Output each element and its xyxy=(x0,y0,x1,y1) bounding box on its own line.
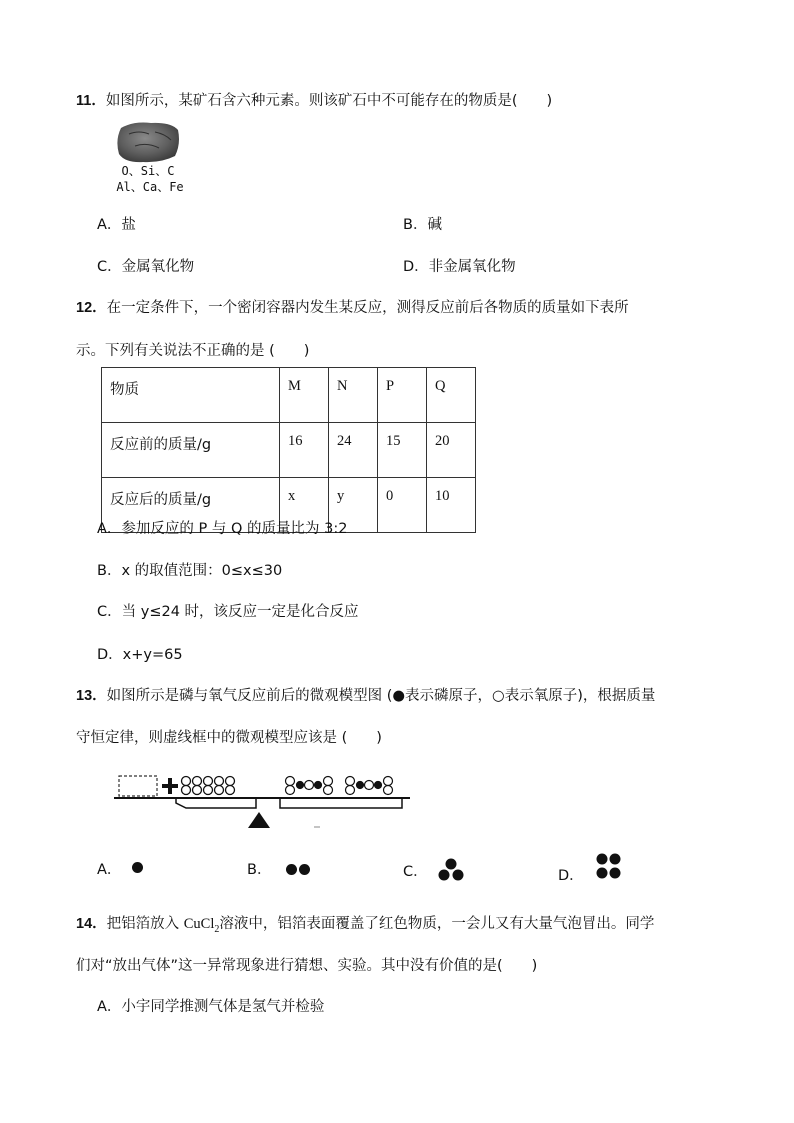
q14-stem-line2: 们对“放出气体”这一异常现象进行猜想、实验。其中没有价值的是( ) xyxy=(76,958,538,974)
option-text: 碱 xyxy=(427,217,442,233)
fulcrum-icon xyxy=(248,812,270,828)
option-label: A． xyxy=(97,862,122,878)
table-header-cell: N xyxy=(329,368,378,423)
q11-option-c[interactable] xyxy=(97,255,194,276)
phosphorus-atom-icon xyxy=(299,864,310,875)
table-header-cell: Q xyxy=(427,368,476,423)
ore-figure xyxy=(112,120,192,200)
table-cell: 24 xyxy=(329,423,378,478)
left-pan xyxy=(176,798,256,808)
option-text: 小宇同学推测气体是氢气并检验 xyxy=(121,999,325,1015)
option-label: C． xyxy=(97,604,122,620)
table-cell: 0 xyxy=(378,478,427,533)
option-label: A． xyxy=(97,521,122,537)
cucl2-formula xyxy=(183,916,220,935)
option-text: 参加反应的 P 与 Q 的质量比为 3:2 xyxy=(121,521,348,537)
q14-text: 把铝箔放入 xyxy=(106,916,184,932)
table-cell: 15 xyxy=(378,423,427,478)
q14-number: 14． xyxy=(76,916,107,932)
q11-option-a[interactable] xyxy=(97,213,136,234)
q12-option-d[interactable] xyxy=(97,643,183,664)
q13-option-d[interactable] xyxy=(558,852,624,882)
dashed-box xyxy=(119,776,157,796)
oxygen-molecules xyxy=(182,777,235,795)
ore-elements-line1: O、Si、C xyxy=(121,164,175,178)
q11-stem xyxy=(76,89,552,110)
table-cell: x xyxy=(280,478,329,533)
table-cell: y xyxy=(329,478,378,533)
option-label: C． xyxy=(403,864,428,880)
phosphorus-atom-icon xyxy=(132,862,143,873)
table-cell: 反应前的质量/g xyxy=(102,423,280,478)
table-header-row xyxy=(102,368,476,423)
option-text: 金属氧化物 xyxy=(121,259,195,275)
plus-icon xyxy=(162,778,178,794)
option-text: x 的取值范围：0≤x≤30 xyxy=(121,563,283,579)
q12-number: 12． xyxy=(76,300,107,316)
p2o5-molecule xyxy=(286,777,333,795)
q13-option-c[interactable] xyxy=(403,858,466,882)
table-cell: 16 xyxy=(280,423,329,478)
option-label: B． xyxy=(403,217,428,233)
option-label: B． xyxy=(247,862,272,878)
q12-option-c[interactable] xyxy=(97,600,359,621)
q13-stem-line1 xyxy=(76,684,655,705)
option-label: D． xyxy=(97,647,123,663)
q12-option-a[interactable] xyxy=(97,517,347,538)
table-cell: 反应后的质量/g xyxy=(102,478,280,533)
option-text: 非金属氧化物 xyxy=(428,259,516,275)
ore-elements-line2: Al、Ca、Fe xyxy=(116,180,184,194)
four-atoms-icon xyxy=(594,852,624,882)
q13-number: 13． xyxy=(76,688,107,704)
p2o5-molecule xyxy=(346,777,393,795)
q13-option-b[interactable] xyxy=(247,858,310,879)
right-pan xyxy=(280,798,402,808)
table-header-cell: P xyxy=(378,368,427,423)
q12-stem-line1 xyxy=(76,296,629,317)
q14-text: 溶液中，铝箔表面覆盖了红色物质，一会儿又有大量气泡冒出。同学 xyxy=(219,916,655,932)
q14-option-a[interactable] xyxy=(97,995,324,1016)
q11-number: 11． xyxy=(76,93,106,109)
q14-stem-line1 xyxy=(76,912,654,935)
q12-option-b[interactable] xyxy=(97,559,282,580)
mass-table xyxy=(101,367,476,533)
q12-stem-line2: 示。下列有关说法不正确的是 ( ) xyxy=(76,343,310,359)
q13-text: 如图所示是磷与氧气反应前后的微观模型图 (●表示磷原子，○表示氧原子)，根据质量 xyxy=(106,688,656,704)
q11-option-b[interactable] xyxy=(403,213,442,234)
q12-text: 在一定条件下，一个密闭容器内发生某反应，测得反应前后各物质的质量如下表所 xyxy=(106,300,629,316)
option-text: x+y=65 xyxy=(122,647,183,663)
option-text: 盐 xyxy=(121,217,136,233)
q11-text: 如图所示，某矿石含六种元素。则该矿石中不可能存在的物质是( ) xyxy=(105,93,553,109)
ore-rock-icon xyxy=(115,120,181,164)
q11-option-d[interactable] xyxy=(403,255,516,276)
balance-diagram xyxy=(110,768,416,832)
option-label: A． xyxy=(97,999,122,1015)
option-label: A． xyxy=(97,217,122,233)
option-label: B． xyxy=(97,563,122,579)
phosphorus-atom-icon xyxy=(286,864,297,875)
table-cell: 20 xyxy=(427,423,476,478)
formula-text: CuCl xyxy=(183,916,215,932)
table-row xyxy=(102,423,476,478)
q13-stem-line2: 守恒定律，则虚线框中的微观模型应该是 ( ) xyxy=(76,730,382,746)
q13-option-a[interactable] xyxy=(97,858,143,879)
option-label: C． xyxy=(97,259,122,275)
option-text: 当 y≤24 时，该反应一定是化合反应 xyxy=(121,604,359,620)
table-header-cell: 物质 xyxy=(102,368,280,423)
table-header-cell: M xyxy=(280,368,329,423)
three-atoms-icon xyxy=(436,858,466,882)
table-cell: 10 xyxy=(427,478,476,533)
option-label: D． xyxy=(558,868,584,884)
formula-subscript: 2 xyxy=(214,923,220,935)
option-label: D． xyxy=(403,259,429,275)
